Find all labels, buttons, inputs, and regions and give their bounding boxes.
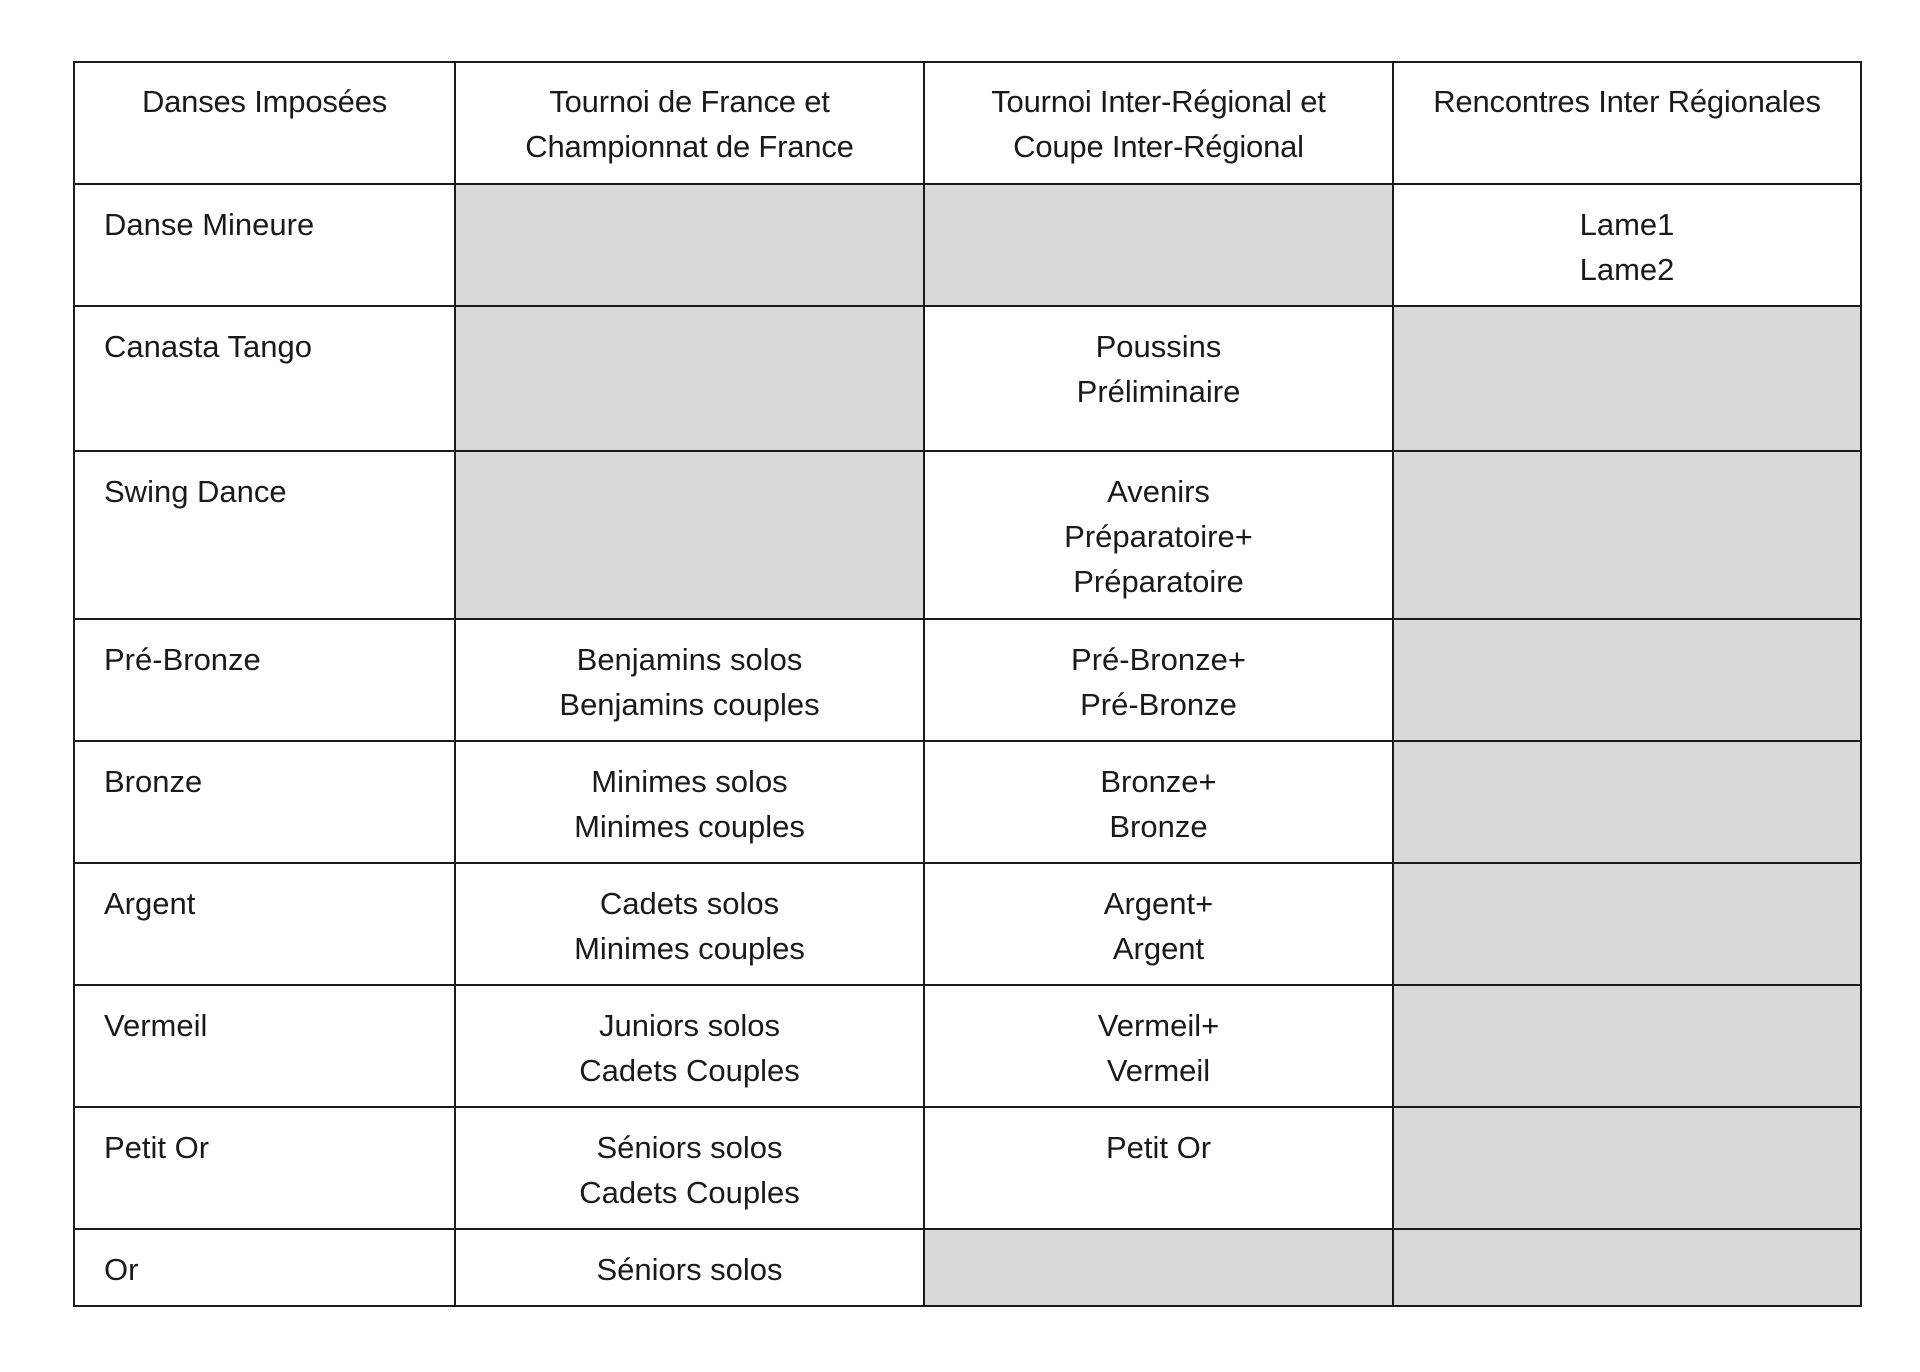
empty-cell [1393,741,1861,863]
dance-name: Vermeil [104,1008,208,1043]
category-line: Préparatoire [1073,564,1244,599]
category-line: Bronze+ [1100,764,1217,799]
empty-cell [1393,1107,1861,1229]
table-row [74,741,1861,863]
table-row [74,1229,1861,1306]
dance-name-cell [74,1107,455,1229]
empty-cell [1393,863,1861,985]
category-cell [455,741,924,863]
dance-name-cell [74,863,455,985]
category-cell [924,741,1393,863]
category-line: Petit Or [1105,1130,1212,1165]
category-line: Lame2 [1579,252,1675,287]
category-line: Argent+ [1103,886,1214,921]
category-cell [1393,184,1861,306]
dance-name: Pré-Bronze [104,642,261,677]
header-tournoi-inter-regional [924,62,1393,184]
category-line: Pré-Bronze+ [1071,642,1246,677]
category-line: Vermeil+ [1097,1008,1220,1043]
category-cell [455,619,924,741]
table-body [74,184,1861,1306]
category-cell [924,1107,1393,1229]
category-line: Minimes couples [574,809,805,844]
table-row [74,1107,1861,1229]
category-cell [455,863,924,985]
category-line: Minimes couples [574,931,805,966]
header-line: Danses Imposées [141,84,388,119]
table-row [74,863,1861,985]
dance-name: Or [104,1252,139,1287]
category-line: Poussins [1095,329,1222,364]
table-row [74,985,1861,1107]
header-line: Tournoi de France et [549,84,830,119]
category-line: Cadets solos [599,886,780,921]
category-line: Cadets Couples [579,1053,800,1088]
dance-name: Swing Dance [104,474,287,509]
category-line: Minimes solos [591,764,788,799]
dance-name: Petit Or [104,1130,210,1165]
empty-cell [455,306,924,451]
table-row [74,619,1861,741]
category-cell [455,1107,924,1229]
category-line: Benjamins solos [576,642,803,677]
header-line: Coupe Inter-Régional [1013,129,1304,164]
empty-cell [1393,451,1861,619]
category-cell [924,306,1393,451]
header-line: Tournoi Inter-Régional et [991,84,1326,119]
category-line: Pré-Bronze [1080,687,1237,722]
category-cell [455,985,924,1107]
category-cell [924,863,1393,985]
category-cell [924,985,1393,1107]
empty-cell [924,1229,1393,1306]
empty-cell [1393,1229,1861,1306]
dance-table-container [73,61,1860,1307]
category-line: Avenirs [1107,474,1210,509]
dance-name-cell [74,985,455,1107]
category-line: Séniors solos [596,1252,783,1287]
category-line: Bronze [1109,809,1208,844]
dance-name: Canasta Tango [104,329,312,364]
dance-name-cell [74,184,455,306]
dance-name: Bronze [104,764,203,799]
empty-cell [455,184,924,306]
category-line: Cadets Couples [579,1175,800,1210]
empty-cell [924,184,1393,306]
category-cell [924,619,1393,741]
empty-cell [1393,619,1861,741]
category-line: Vermeil [1106,1053,1211,1088]
category-line: Préliminaire [1076,374,1241,409]
category-line: Préparatoire+ [1064,519,1253,554]
header-line: Rencontres Inter Régionales [1433,84,1821,119]
header-rencontres-inter-regionales [1393,62,1861,184]
dance-name-cell [74,306,455,451]
empty-cell [455,451,924,619]
category-line: Séniors solos [596,1130,783,1165]
category-line: Benjamins couples [559,687,820,722]
empty-cell [1393,985,1861,1107]
table-row [74,306,1861,451]
dance-name-cell [74,619,455,741]
dance-name: Danse Mineure [104,207,315,242]
category-line: Lame1 [1579,207,1675,242]
dance-name-cell [74,1229,455,1306]
header-row [74,62,1861,184]
category-cell [455,1229,924,1306]
category-line: Juniors solos [599,1008,780,1043]
header-danses-imposees [74,62,455,184]
dance-table [73,61,1862,1307]
header-line: Championnat de France [525,129,854,164]
table-row [74,451,1861,619]
category-line: Argent [1112,931,1205,966]
dance-name-cell [74,451,455,619]
dance-name-cell [74,741,455,863]
dance-name: Argent [104,886,196,921]
table-row [74,184,1861,306]
category-cell [924,451,1393,619]
header-tournoi-de-france [455,62,924,184]
empty-cell [1393,306,1861,451]
